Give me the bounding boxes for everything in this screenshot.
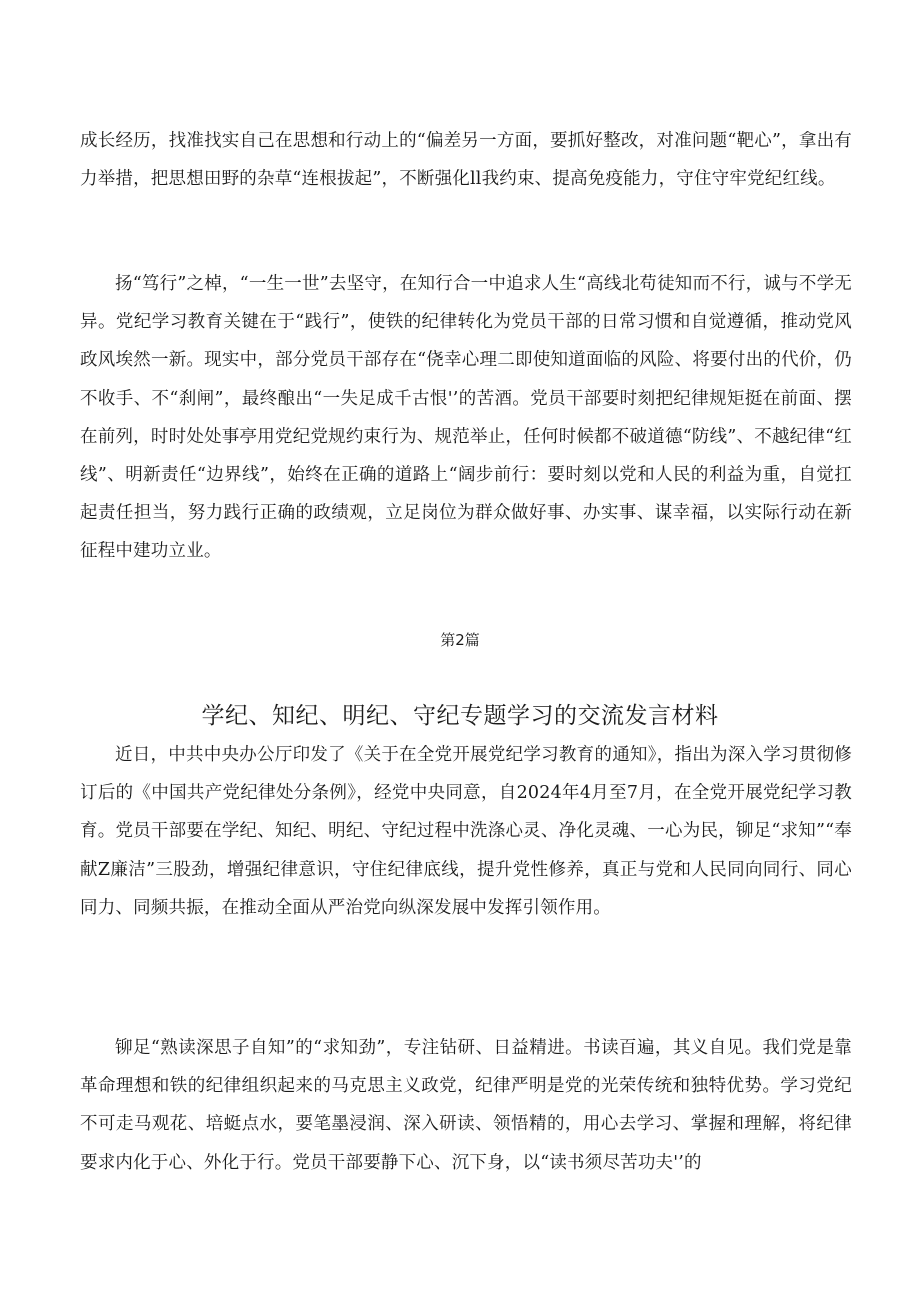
paragraph-continuation: 成长经历，找准找实自己在思想和行动上的“偏差另一方面，要抓好整改，对准问题“靶心”，拿出有力举措，把思想田野的杂草“连根拔起”，不断强化ll我约束、提高免疫能力，守住守牢党纪红线。 bbox=[80, 131, 852, 190]
paragraph-practice: 扬“笃行”之棹，“一生一世”去坚守，在知行合一中追求人生“高线北苟徒知而不行，诚与不学无异。党纪学习教育关键在于“践行”，使铁的纪律转化为党员干部的日常习惯和自觉遵循，推动党风政风埃然一新。现实中，部分党员干部存在“侥幸心理二即使知道面临的风险、将要付出的代价，仍不收手、不“刹闸”，最终酿出“一失足成千古恨'’的苦酒。党员干部要时刻把纪律规矩挺在前面、摆在前列，时时处处事亭用党纪党规约束行为、规范举止，任何时候都不破道德“防线”、不越纪律“红线”、明新责任“边界线”，始终在正确的道路上“阔步前行：要时刻以党和人民的利益为重，自觉扛起责任担当，努力践行正确的政绩观，立足岗位为群众做好事、办实事、谋幸福，以实际行动在新征程中建功立业。 bbox=[80, 274, 852, 562]
document-title: 学纪、知纪、明纪、守纪专题学习的交流发言材料 bbox=[201, 703, 719, 729]
paragraph-intro: 近日，中共中央办公厅印发了《关于在全党开展党纪学习教育的通知》，指出为深入学习贯彻修订后的《中国共产党纪律处分条例》，经党中央同意，自2024年4月至7月，在全党开展党纪学习教育。党员干部要在学纪、知纪、明纪、守纪过程中洗涤心灵、净化灵魂、一心为民，铆足“求知”“奉献Z廉洁”三股劲，增强纪律意识，守住纪律底线，提升党性修养，真正与党和人民同向同行、同心同力、同频共振，在推动全面从严治党向纵深发展中发挥引领作用。 bbox=[80, 745, 852, 918]
section-label: 第2篇 bbox=[440, 631, 480, 649]
paragraph-study: 铆足“熟读深思子自知”的“求知劲”，专注钻研、日益精进。书读百遍，其义自见。我们党是靠革命理想和铁的纪律组织起来的马克思主义政党，纪律严明是党的光荣传统和独特优势。学习党纪不可走马观花、培蜓点水，要笔墨浸润、深入研读、领悟精的，用心去学习、掌握和理解，将纪律要求内化于心、外化于行。党员干部要静下心、沉下身，以“读书须尽苦功夫'’的 bbox=[80, 1038, 852, 1173]
